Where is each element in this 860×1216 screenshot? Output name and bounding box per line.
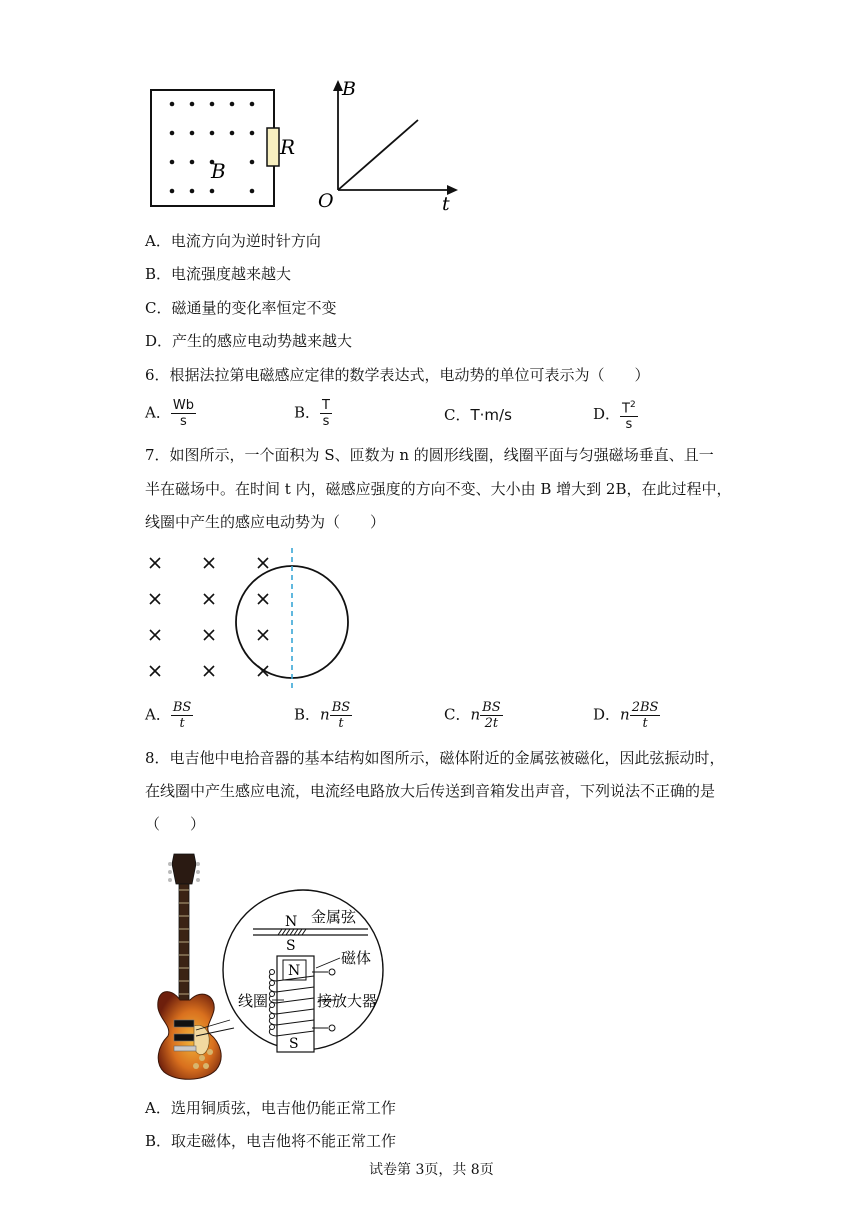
- denominator: s: [625, 417, 633, 433]
- option-letter: A．: [145, 705, 171, 724]
- coefficient: n: [620, 705, 630, 724]
- q7-option-b: [294, 700, 352, 731]
- field-dot: [210, 189, 215, 194]
- coil-loop: [270, 992, 275, 997]
- q7-option-a: [145, 700, 193, 731]
- numerator: T: [322, 398, 330, 413]
- page-footer: 试卷第 3页，共 8页: [369, 1162, 494, 1178]
- field-dot: [210, 102, 215, 107]
- denominator: t: [179, 716, 185, 731]
- magnet-pole-s: S: [289, 1036, 299, 1052]
- loop-frame: [151, 90, 274, 206]
- q5-option-b: B．电流强度越来越大: [145, 265, 292, 283]
- field-dot: [170, 131, 175, 136]
- field-dot: [250, 131, 255, 136]
- fraction: [171, 700, 193, 731]
- field-dot: [190, 160, 195, 165]
- field-dot: [210, 131, 215, 136]
- fraction: [480, 700, 502, 731]
- q6-option-a: [145, 398, 196, 429]
- string-pole-n: N: [285, 914, 298, 930]
- graph-x-label: t: [442, 193, 450, 215]
- guitar-image: [158, 854, 221, 1079]
- option-letter: C．: [444, 406, 471, 424]
- exponent: 2: [629, 400, 636, 410]
- denominator: t: [642, 716, 648, 731]
- denominator: t: [338, 716, 344, 731]
- numerator: BS: [172, 700, 192, 715]
- q5-option-c: C．磁通量的变化率恒定不变: [145, 299, 337, 317]
- q6-option-d: [593, 398, 638, 432]
- field-dot: [230, 131, 235, 136]
- field-dot: [170, 160, 175, 165]
- fraction: [630, 700, 661, 731]
- numerator: BS: [331, 700, 351, 715]
- coil-loop: [270, 970, 275, 975]
- field-dot: [170, 189, 175, 194]
- q8-stem-line-2: 在线圈中产生感应电流，电流经电路放大后传送到音箱发出声音，下列说法不正确的是: [145, 782, 716, 800]
- coil-loop: [270, 1003, 275, 1008]
- label-coil: 线圈: [238, 992, 269, 1010]
- fraction: [320, 398, 332, 429]
- graph-y-label: B: [342, 78, 356, 100]
- q6-option-b: [294, 398, 332, 429]
- q7-stem-line-3: 线圈中产生的感应电动势为（ ）: [145, 513, 386, 531]
- graph-origin: O: [318, 190, 334, 212]
- numerator: Wb: [172, 398, 194, 413]
- q7-stem-line-2: 半在磁场中。在时间 t 内，磁感应强度的方向不变、大小由 B 增大到 2B，在此过程中，: [145, 480, 732, 498]
- option-letter: B．: [294, 403, 321, 422]
- coil-loop: [270, 1014, 275, 1019]
- terminal-bottom: [329, 1025, 335, 1031]
- figure-loop-and-graph: [140, 70, 470, 220]
- numerator-base: T: [622, 401, 630, 417]
- numerator: 2BS: [631, 700, 659, 715]
- field-dot: [250, 102, 255, 107]
- q6-stem: 6．根据法拉第电磁感应定律的数学表达式，电动势的单位可表示为（ ）: [145, 366, 650, 384]
- fraction: [620, 398, 638, 432]
- denominator: 2t: [484, 716, 499, 731]
- field-dot: [190, 131, 195, 136]
- numerator: BS: [482, 700, 501, 715]
- terminal-top: [329, 969, 335, 975]
- string-pole-s: S: [286, 938, 296, 954]
- fraction: [330, 700, 352, 731]
- option-text: T·m/s: [470, 406, 512, 424]
- field-dot: [250, 160, 255, 165]
- field-dot: [230, 102, 235, 107]
- coil-loop: [270, 1025, 275, 1030]
- q5-option-a: A．电流方向为逆时针方向: [145, 232, 321, 250]
- field-dot: [190, 189, 195, 194]
- guitar-pickup-neck: [174, 1020, 194, 1027]
- field-label: B: [211, 159, 226, 183]
- option-letter: D．: [593, 405, 621, 424]
- q8-option-a: A．选用铜质弦，电吉他仍能正常工作: [145, 1099, 396, 1117]
- resistor-label: R: [280, 135, 296, 159]
- guitar-bridge: [174, 1046, 196, 1051]
- guitar-headstock: [172, 854, 196, 884]
- denominator: s: [322, 414, 330, 429]
- option-letter: D．: [593, 705, 621, 724]
- label-amplifier: 接放大器: [317, 992, 378, 1010]
- q8-stem-line-3: （ ）: [145, 815, 206, 833]
- field-dot: [170, 102, 175, 107]
- magnet-pole-n: N: [288, 963, 301, 979]
- option-letter: A．: [145, 403, 171, 422]
- q8-option-b: B．取走磁体，电吉他将不能正常工作: [145, 1132, 397, 1150]
- label-magnet: 磁体: [341, 949, 372, 967]
- coefficient: n: [470, 705, 481, 724]
- q7-stem-line-1: 7．如图所示，一个面积为 S、匝数为 n 的圆形线圈，线圈平面与匀强磁场垂直、且一: [145, 446, 714, 464]
- resistor: [267, 128, 279, 166]
- guitar-pickup-bridge: [174, 1034, 194, 1041]
- b-t-line: [338, 120, 418, 190]
- field-dot: [250, 189, 255, 194]
- q7-option-c: [444, 700, 503, 731]
- q6-option-c: [444, 405, 512, 425]
- field-dot: [190, 102, 195, 107]
- denominator: s: [180, 414, 187, 429]
- q8-stem-line-1: 8．电吉他中电拾音器的基本结构如图所示，磁体附近的金属弦被磁化，因此弦振动时，: [145, 749, 725, 767]
- coil-loop: [270, 981, 275, 986]
- figure-guitar-pickup: [150, 850, 395, 1082]
- fraction: [171, 398, 196, 429]
- numerator: [620, 398, 638, 417]
- q5-option-d: D．产生的感应电动势越来越大: [145, 332, 353, 350]
- label-metal-string: 金属弦: [311, 908, 357, 926]
- option-letter: B．: [294, 705, 321, 724]
- option-letter: C．: [444, 705, 471, 724]
- figure-coil-in-field: [140, 548, 360, 693]
- q7-option-d: [593, 700, 660, 731]
- coefficient: n: [320, 705, 330, 724]
